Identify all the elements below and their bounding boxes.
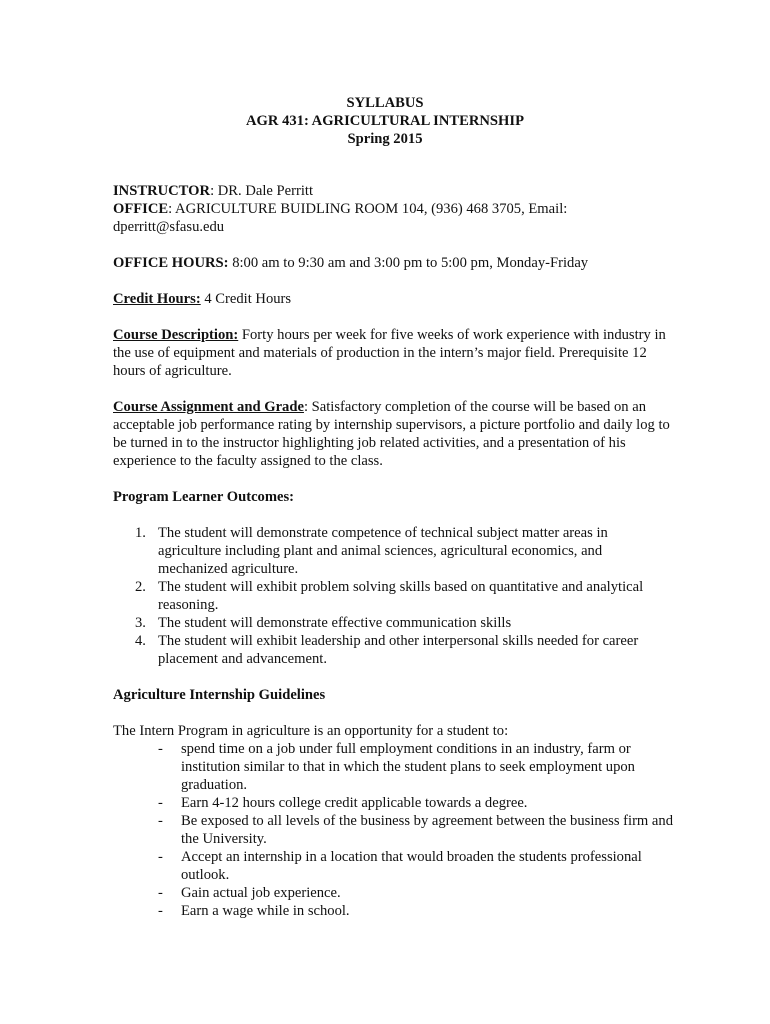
item-text: The student will exhibit problem solving skills based on quantitative and analytical reasoning.	[158, 579, 644, 613]
list-item	[113, 524, 673, 578]
list-item	[113, 740, 673, 794]
list-item	[113, 794, 673, 812]
header-term: Spring 2015	[347, 131, 423, 147]
outcomes-list	[113, 524, 673, 668]
office-hours-label: OFFICE HOURS:	[113, 255, 229, 271]
office-hours-value: 8:00 am to 9:30 am and 3:00 pm to 5:00 pm, Monday-Friday	[228, 255, 589, 271]
item-text: The student will demonstrate effective communication skills	[158, 615, 512, 631]
list-item	[113, 848, 673, 884]
guidelines-intro: The Intern Program in agriculture is an opportunity for a student to:	[113, 723, 509, 739]
dash-bullet: -	[158, 741, 163, 757]
item-text: Accept an internship in a location that would broaden the students professional outlook.	[181, 849, 642, 883]
credit-hours-value: 4 Credit Hours	[200, 291, 292, 307]
course-assignment-text: : Satisfactory completion of the course will be based on an acceptable job performance rating by internship supervisors, a picture portfolio and daily log to be turned in to the instructor highlighting job related activities, and a presentation of his experience to the faculty assigned to the class.	[113, 399, 670, 469]
dash-bullet: -	[158, 813, 163, 829]
course-assignment-label: Course Assignment and Grade	[113, 399, 304, 415]
item-text: spend time on a job under full employment conditions in an industry, farm or institution similar to that in which the student plans to seek employment upon graduation.	[181, 741, 635, 793]
dash-bullet: -	[158, 885, 163, 901]
credit-hours-line	[113, 290, 673, 308]
course-description-label: Course Description:	[113, 327, 239, 343]
item-number: 2.	[135, 579, 146, 595]
office-line	[113, 200, 673, 236]
list-item	[113, 884, 673, 902]
header-title: SYLLABUS	[346, 95, 424, 111]
dash-bullet: -	[158, 795, 163, 811]
course-description	[113, 326, 673, 380]
office-sep: :	[168, 201, 176, 217]
item-number: 1.	[135, 525, 146, 541]
item-text: The student will exhibit leadership and other interpersonal skills needed for career placement and advancement.	[158, 633, 639, 667]
item-text: Gain actual job experience.	[181, 885, 341, 901]
instructor-label: INSTRUCTOR	[113, 183, 211, 199]
office-hours-line	[113, 254, 673, 272]
item-number: 4.	[135, 633, 146, 649]
item-text: Earn 4-12 hours college credit applicable towards a degree.	[181, 795, 528, 811]
list-item	[113, 614, 673, 632]
list-item	[113, 578, 673, 614]
office-value: AGRICULTURE BUIDLING ROOM 104, (936) 468 3705, Email: dperritt@sfasu.edu	[113, 201, 568, 235]
course-description-text: Forty hours per week for five weeks of work experience with industry in the use of equipment and materials of production in the intern’s major field. Prerequisite 12 hours of agriculture.	[113, 327, 666, 379]
list-item	[113, 902, 673, 920]
item-text: The student will demonstrate competence of technical subject matter areas in agriculture including plant and animal sciences, agricultural economics, and mechanized agriculture.	[158, 525, 608, 577]
dash-bullet: -	[158, 849, 163, 865]
instructor-sep: :	[210, 183, 218, 199]
list-item	[113, 632, 673, 668]
document-body	[113, 182, 673, 920]
outcomes-heading: Program Learner Outcomes:	[113, 489, 295, 505]
syllabus-header	[0, 94, 770, 148]
item-text: Earn a wage while in school.	[181, 903, 350, 919]
guidelines-list	[113, 740, 673, 920]
credit-hours-label: Credit Hours:	[113, 291, 201, 307]
instructor-value: DR. Dale Perritt	[217, 183, 314, 199]
dash-bullet: -	[158, 903, 163, 919]
guidelines-heading: Agriculture Internship Guidelines	[113, 687, 326, 703]
course-assignment	[113, 398, 673, 470]
item-number: 3.	[135, 615, 146, 631]
item-text: Be exposed to all levels of the business by agreement between the business firm and the University.	[181, 813, 674, 847]
list-item	[113, 812, 673, 848]
instructor-line	[113, 182, 673, 200]
header-course: AGR 431: AGRICULTURAL INTERNSHIP	[245, 113, 524, 129]
office-label: OFFICE	[113, 201, 169, 217]
